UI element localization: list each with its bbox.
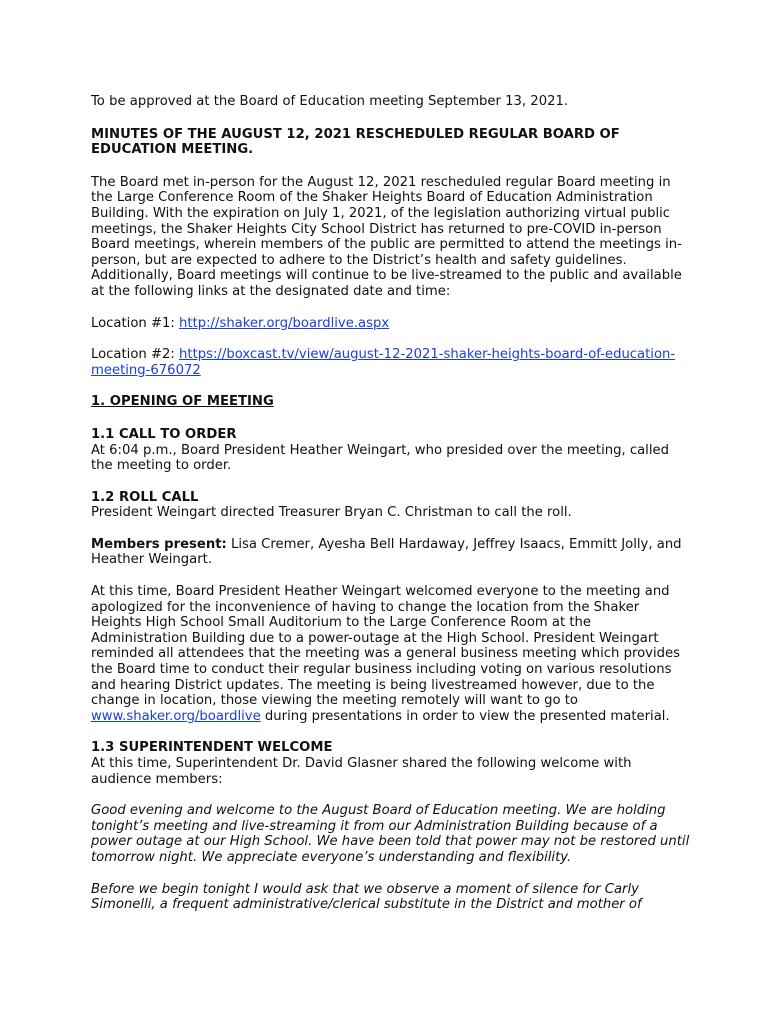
superintendent-welcome-section xyxy=(91,740,691,787)
approval-note: To be approved at the Board of Education meeting September 13, 2021. xyxy=(91,94,569,109)
welcome-quote-2: Before we begin tonight I would ask that we observe a moment of silence for Carly Simonelli, a frequent administrative/clerical substitute in the District and mother of xyxy=(91,881,642,913)
location-2-link[interactable]: https://boxcast.tv/view/august-12-2021-shaker-heights-board-of-education-meeting-676072 xyxy=(91,347,676,378)
welcome-quote-1: Good evening and welcome to the August Board of Education meeting. We are holding tonight’s meeting and live-streaming it from our Administration Building because of a power outage at our High School. We have been told that power may not be restored until tomorrow night. We appreciate everyone’s understanding and flexibility. xyxy=(91,803,690,865)
roll-call-section xyxy=(91,490,691,521)
call-to-order-heading: 1.1 CALL TO ORDER xyxy=(91,426,237,442)
members-present-list: Lisa Cremer, Ayesha Bell Hardaway, Jeffrey Isaacs, Emmitt Jolly, and Heather Weingart. xyxy=(91,536,682,568)
welcome-paragraph-text: At this time, Board President Heather Weingart welcomed everyone to the meeting and apologized for the inconvenience of having to change the location from the Shaker Heights High School Small Auditorium to the Large Conference Room at the Administration Building due to a power-outage at the High School. President Weingart reminded all attendees that the meeting was a general business meeting which provides the Board time to conduct their regular business including voting on various resolutions and hearing District updates. The meeting is being livestreamed however, due to the change in location, those viewing the meeting remotely will want to go to xyxy=(91,584,680,709)
page-title: MINUTES OF THE AUGUST 12, 2021 RESCHEDULED REGULAR BOARD OF EDUCATION MEETING. xyxy=(91,126,620,158)
superintendent-welcome-heading: 1.3 SUPERINTENDENT WELCOME xyxy=(91,740,333,756)
welcome-paragraph xyxy=(91,584,691,724)
location-1-link[interactable]: http://shaker.org/boardlive.aspx xyxy=(179,315,390,331)
document-page xyxy=(91,94,691,913)
section-heading-opening: 1. OPENING OF MEETING xyxy=(91,394,274,410)
superintendent-welcome-text: At this time, Superintendent Dr. David Glasner shared the following welcome with audience members: xyxy=(91,756,632,787)
location-2-label: Location #2: xyxy=(91,347,180,363)
roll-call-heading: 1.2 ROLL CALL xyxy=(91,489,199,505)
members-present xyxy=(91,537,691,568)
welcome-paragraph-tail: during presentations in order to view the presented material. xyxy=(260,708,670,724)
roll-call-text: President Weingart directed Treasurer Bryan C. Christman to call the roll. xyxy=(91,505,572,521)
call-to-order-text: At 6:04 p.m., Board President Heather Weingart, who presided over the meeting, called the meeting to order. xyxy=(91,442,669,474)
members-present-label: Members present: xyxy=(91,536,227,552)
location-2 xyxy=(91,347,691,378)
call-to-order-section xyxy=(91,427,691,474)
location-1 xyxy=(91,316,691,332)
intro-paragraph: The Board met in-person for the August 12, 2021 rescheduled regular Board meeting in the Large Conference Room of the Shaker Heights Board of Education Administration Building. With the expiration on July 1, 2021, of the legislation authorizing virtual public meetings, the Shaker Heights City School District has returned to pre-COVID in-person Board meetings, wherein members of the public are permitted to attend the meetings in-person, but are expected to adhere to the District’s health and safety guidelines. Additionally, Board meetings will continue to be live-streamed to the public and available at the following links at the designated date and time: xyxy=(91,174,682,299)
location-1-label: Location #1: xyxy=(91,315,180,331)
boardlive-link[interactable]: www.shaker.org/boardlive xyxy=(91,708,261,724)
